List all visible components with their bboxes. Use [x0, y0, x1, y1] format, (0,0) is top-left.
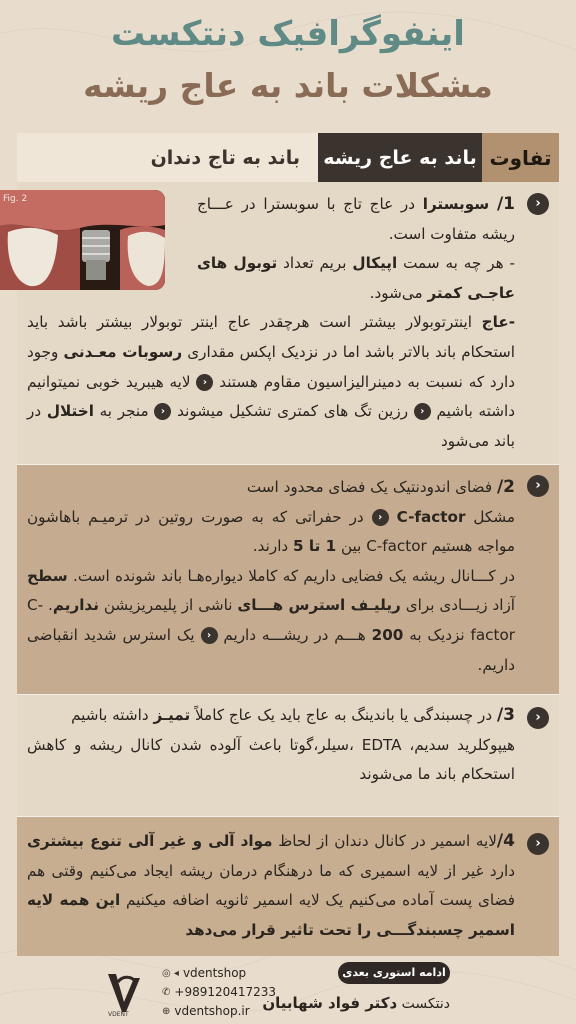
section-3-text: 3/ در چسبندگی یا باندینگ به عاج باید یک عاج کاملاً تمیـز داشته باشیم هیپوکلرید سدیم، EDTA ،سیلر،گوتا باعث آلوده شدن کانال ریشه و کاهش استحکام باند ما می‌شوند [27, 705, 516, 784]
chevron-left-icon: ‹ [527, 707, 549, 729]
section-3 [17, 695, 559, 817]
social-handle: ◎ ◂ vdentshop [162, 966, 247, 980]
chevron-left-icon: ‹ [527, 475, 549, 497]
section-4-text: 4/لایه اسمیر در کانال دندان از لحاظ مواد آلی و غیر آلی تنوع بیشتری دارد غیر از لایه اسمیری که ما درهنگام درمان ریشه ایجاد می‌کنیم وقتی هم فضای پست آماده می‌کنیم یک لایه اسمیر ثانویه اضافه میکنیم این همه لایه اسمیر چسبندگـــی را تحت تاثیر قرار می‌دهد [27, 831, 515, 939]
header-difference: تفاوت [482, 133, 559, 182]
tooth-post-photo [0, 190, 165, 290]
globe-icon: ⊕ [162, 1005, 171, 1017]
instagram-telegram-icon: ◎ ◂ [162, 967, 179, 979]
whatsapp-icon: ✆ [162, 986, 171, 998]
section-1-text: 1/ سوبسترا در عاج تاج با سوبسترا در عـــاج ریشه متفاوت است. - هر چه به سمت اپیکال بریم تعداد توبول های عاجـی کمتر می‌شود. -عاج اینترتوبولار بیشتر است هرچقدر عاج اینتر توبولار بیشتر باشد باید استحکام باند بالاتر باشد اما در نزدیک اپکس مقداری رسوبات معـدنی وجود دارد که نسبت به دمینرالیزاسیون مقاوم هستند ‹ لایه هیبرید خوبی نمیتوانیم داشته باشیم ‹ رزین تگ های کمتری تشکیل میشوند ‹ منجر به اختلال در باند می‌شود [27, 194, 516, 450]
comparison-header [17, 133, 559, 182]
logo-caption: VDENT [108, 1011, 129, 1018]
chevron-left-icon: ‹ [414, 403, 431, 420]
section-2-text: 2/ فضای اندودنتیک یک فضای محدود است مشکل C-factor ‹ در حفراتی که به صورت روتین در ترمیـم باهاشون مواجه هستیم C-factor بین 1 تا 5 دارند. در کـــانال ریشه یک فضایی داریم که کاملا دیواره‌هـا باند شونده است. سطح آزاد زیـــادی برای ریلیـف استرس هـــای ناشی از پلیمریزیشن نداریم. C-factor نزدیک به 200 هـــم در ریشـــه داریم ‹ یک استرس شدید انقباضی داریم. [27, 477, 516, 674]
chevron-left-icon: ‹ [154, 403, 171, 420]
section-number: 4/ [496, 831, 515, 851]
chevron-left-icon: ‹ [527, 833, 549, 855]
author-credit [262, 994, 450, 1012]
header-crown-dentin: باند به تاج دندان [17, 133, 318, 182]
website: ⊕ vdentshop.ir [162, 1004, 250, 1018]
section-4 [17, 817, 559, 956]
brand-name: دنتکست [401, 996, 450, 1012]
author-name: دکتر فواد شهابیان [262, 994, 398, 1012]
chevron-left-icon: ‹ [527, 193, 549, 215]
section-number: 1/ [496, 194, 516, 214]
photo-caption: Fig. 2 [3, 194, 28, 204]
chevron-left-icon: ‹ [201, 627, 218, 644]
page-title: اینفوگرافیک دنتکست [111, 14, 465, 54]
chevron-left-icon: ‹ [196, 374, 213, 391]
section-number: 3/ [496, 705, 515, 725]
header-root-dentin: باند به عاج ریشه [318, 133, 482, 182]
chevron-left-icon: ‹ [372, 509, 389, 526]
c-factor-label: C-factor [396, 507, 466, 526]
section-number: 2/ [496, 477, 515, 497]
phone-number: ✆ +989120417233 [162, 985, 277, 999]
next-story-badge: ادامه استوری بعدی [338, 962, 450, 984]
section-2 [17, 465, 559, 695]
page-subtitle: مشکلات باند به عاج ریشه [83, 66, 493, 105]
